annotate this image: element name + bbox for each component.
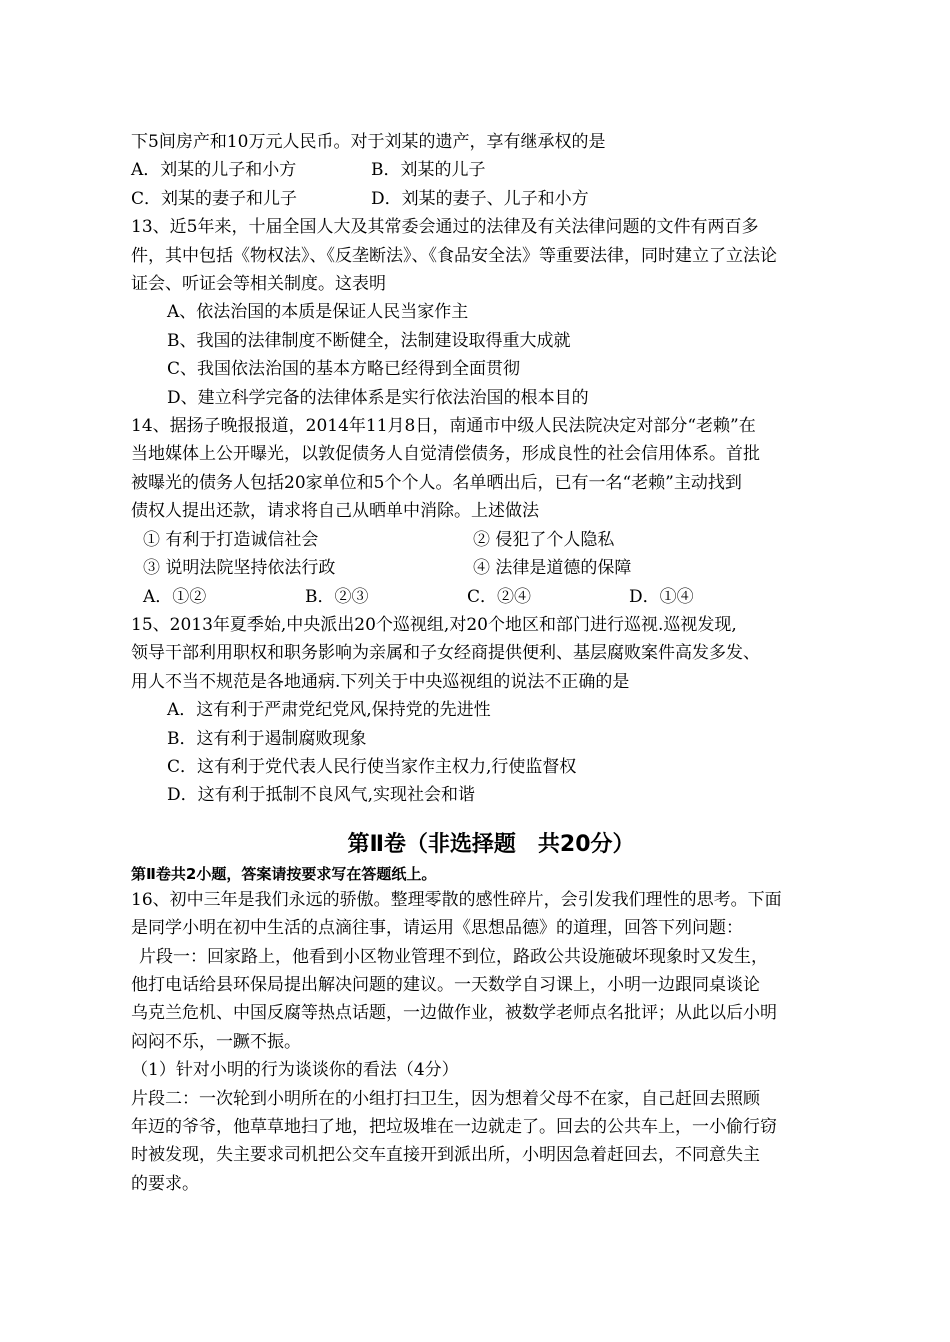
section-2-note: 第Ⅱ卷共2小题，答案请按要求写在答题纸上。 xyxy=(131,864,437,883)
q14-items-row2 xyxy=(131,554,831,582)
q16-fragment2-line: 片段二：一次轮到小明所在的小组打扫卫生，因为想着父母不在家，自己赶回去照顾 xyxy=(131,1088,760,1109)
q16-fragment1-line: 片段一：回家路上，他看到小区物业管理不到位，路政公共设施破坏现象时又发生， xyxy=(139,946,768,967)
q14-option-b: B．②③ xyxy=(305,586,369,607)
q16-fragment1-line: 闷闷不乐，一蹶不振。 xyxy=(131,1031,301,1052)
q15-stem-line: 领导干部利用职权和职务影响为亲属和子女经商提供便利、基层腐败案件高发多发、 xyxy=(131,643,760,664)
q13-stem-line: 证会、听证会等相关制度。这表明 xyxy=(131,274,386,295)
q16-stem-line: 16、初中三年是我们永远的骄傲。整理零散的感性碎片，会引发我们理性的思考。下面 xyxy=(131,889,782,910)
q14-option-a: A．①② xyxy=(143,586,207,607)
q14-stem-line: 当地媒体上公开曝光，以敦促债务人自觉清偿债务，形成良性的社会信用体系。首批 xyxy=(131,444,760,465)
q12-option-d: D．刘某的妻子、儿子和小方 xyxy=(371,188,589,209)
q15-option-c: C．这有利于党代表人民行使当家作主权力,行使监督权 xyxy=(167,756,577,777)
q16-fragment2-line: 的要求。 xyxy=(131,1173,199,1194)
q14-items-row1 xyxy=(131,526,831,554)
q14-item-2: ② 侵犯了个人隐私 xyxy=(473,529,615,550)
q14-stem-line: 被曝光的债务人包括20家单位和5个个人。名单晒出后，已有一名“老赖”主动找到 xyxy=(131,472,742,493)
q15-stem-line: 用人不当不规范是各地通病.下列关于中央巡视组的说法不正确的是 xyxy=(131,671,630,692)
q16-fragment1-line: 他打电话给县环保局提出解决问题的建议。一天数学自习课上，小明一边跟同桌谈论 xyxy=(131,974,760,995)
q16-stem-line: 是同学小明在初中生活的点滴往事，请运用《思想品德》的道理，回答下列问题： xyxy=(131,918,743,939)
q14-option-c: C．②④ xyxy=(467,586,532,607)
q16-subquestion-1: （1）针对小明的行为谈谈你的看法（4分） xyxy=(131,1060,459,1081)
q13-option-d: D、建立科学完备的法律体系是实行依法治国的根本目的 xyxy=(167,387,589,408)
exam-page xyxy=(131,128,831,1198)
q12-option-c: C．刘某的妻子和儿子 xyxy=(131,188,298,209)
q13-option-c: C、我国依法治国的基本方略已经得到全面贯彻 xyxy=(167,359,521,380)
q14-item-4: ④ 法律是道德的保障 xyxy=(473,558,632,579)
q13-stem-line: 13、近5年来，十届全国人大及其常委会通过的法律及有关法律问题的文件有两百多 xyxy=(131,217,759,238)
q15-option-d: D．这有利于抵制不良风气,实现社会和谐 xyxy=(167,785,476,806)
q12-options-row1 xyxy=(131,156,831,184)
q12-options-row2 xyxy=(131,185,831,213)
q12-option-b: B．刘某的儿子 xyxy=(371,160,486,181)
q14-stem-line: 14、据扬子晚报报道，2014年11月8日，南通市中级人民法院决定对部分“老赖”在 xyxy=(131,416,756,437)
q14-item-1: ① 有利于打造诚信社会 xyxy=(143,529,319,550)
q16-fragment2-line: 时被发现，失主要求司机把公交车直接开到派出所，小明因急着赶回去，不同意失主 xyxy=(131,1145,760,1166)
q15-stem-line: 15、2013年夏季始,中央派出20个巡视组,对20个地区和部门进行巡视.巡视发现, xyxy=(131,614,737,635)
q13-stem-line: 件，其中包括《物权法》、《反垄断法》、《食品安全法》等重要法律，同时建立了立法论 xyxy=(131,245,777,266)
q14-options xyxy=(131,583,831,611)
q12-stem-tail: 下5间房产和10万元人民币。对于刘某的遗产，享有继承权的是 xyxy=(131,132,606,152)
q13-option-a: A、依法治国的本质是保证人民当家作主 xyxy=(167,302,469,323)
q14-stem-line: 债权人提出还款，请求将自己从晒单中消除。上述做法 xyxy=(131,501,539,522)
q15-option-a: A．这有利于严肃党纪党风,保持党的先进性 xyxy=(167,700,491,721)
q16-fragment2-line: 年迈的爷爷，他草草地扫了地，把垃圾堆在一边就走了。回去的公共车上，一小偷行窃 xyxy=(131,1117,777,1137)
q15-option-b: B．这有利于遏制腐败现象 xyxy=(167,728,367,749)
q13-option-b: B、我国的法律制度不断健全，法制建设取得重大成就 xyxy=(167,330,571,351)
q16-fragment1-line: 乌克兰危机、中国反腐等热点话题，一边做作业，被数学老师点名批评；从此以后小明 xyxy=(131,1003,777,1024)
q14-option-d: D．①④ xyxy=(629,586,694,607)
q12-option-a: A．刘某的儿子和小方 xyxy=(131,160,297,181)
section-2-title: 第Ⅱ卷（非选择题 共20分） xyxy=(347,831,635,857)
q14-item-3: ③ 说明法院坚持依法行政 xyxy=(143,558,336,579)
